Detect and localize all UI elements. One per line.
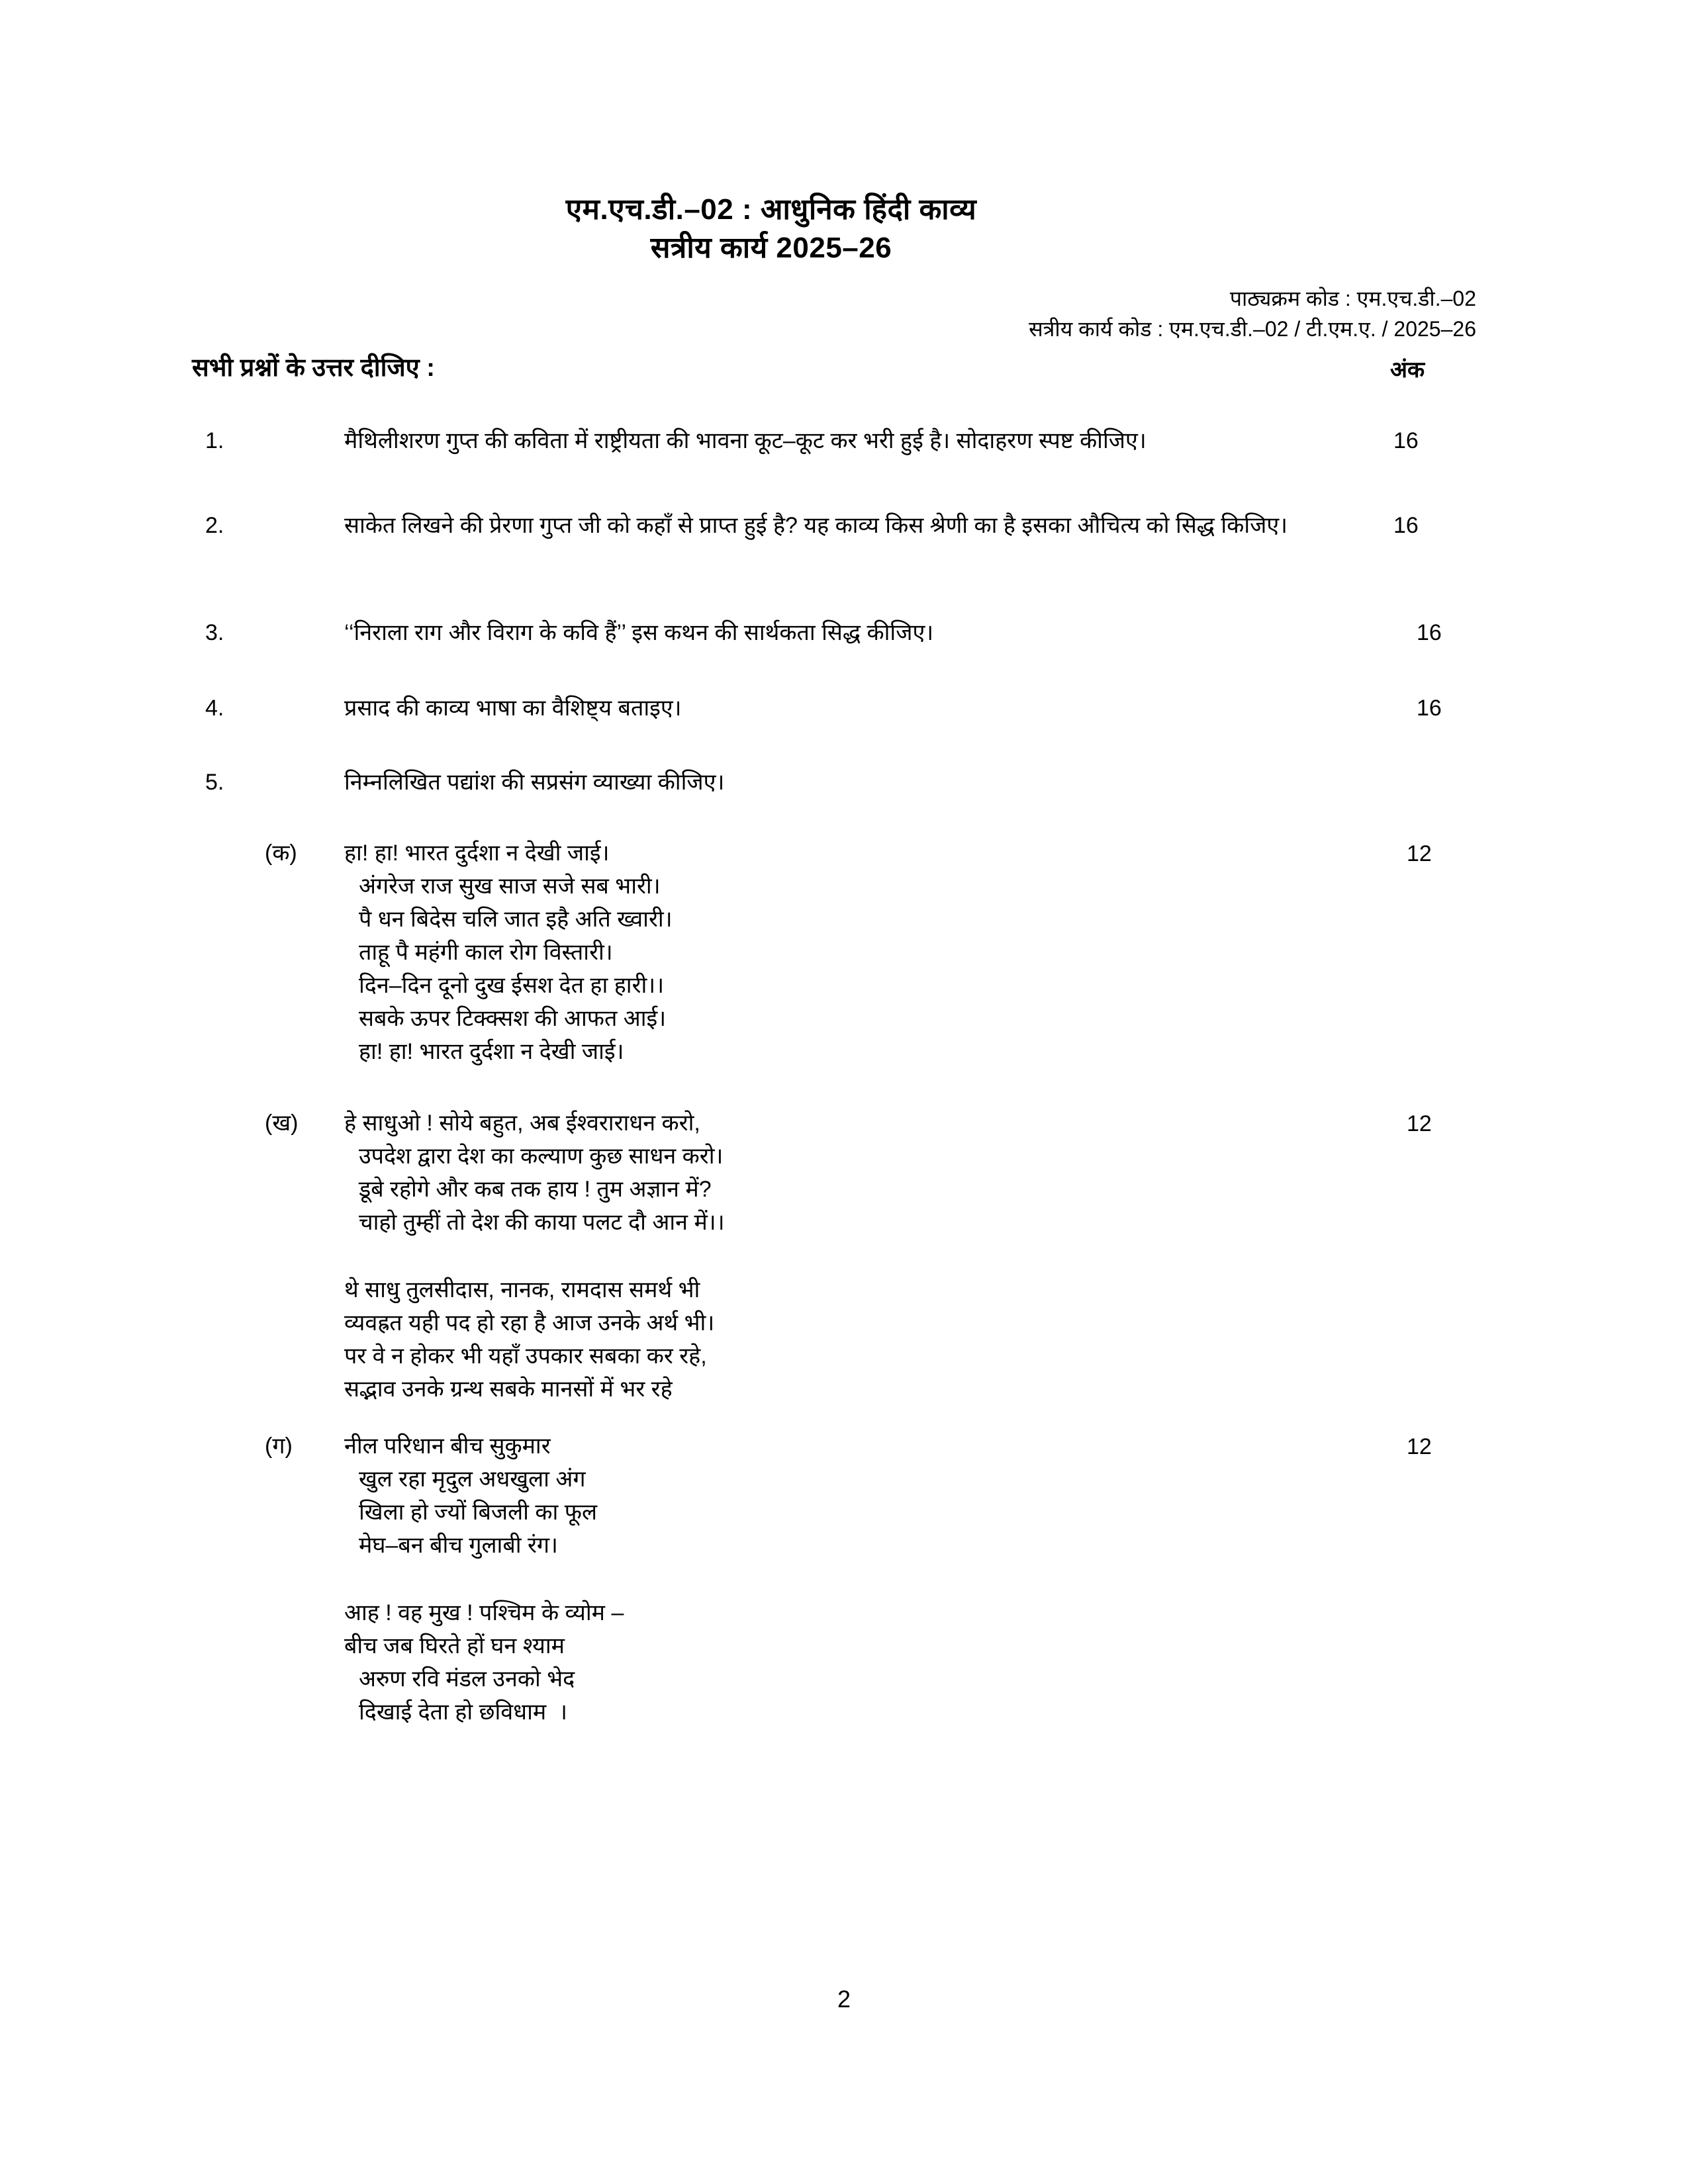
verse-line: पै धन बिदेस चलि जात इहै अति ख्वारी। xyxy=(359,907,673,932)
page-title-line-2: सत्रीय कार्य 2025–26 xyxy=(650,232,892,264)
verse-line: पर वे न होकर भी यहाँ उपकार सबका कर रहे, xyxy=(344,1343,707,1369)
verse-line: अंगरेज राज सुख साज सजे सब भारी। xyxy=(359,874,661,899)
code-block xyxy=(1029,283,1476,344)
verse-line: सबके ऊपर टिक्क्सश की आफत आई। xyxy=(359,1006,667,1031)
question-number: 5. xyxy=(205,770,224,795)
question-row xyxy=(0,615,1688,691)
verse-line: खुल रहा मृदुल अधखुला अंग xyxy=(359,1467,586,1492)
sub-question-marks: 12 xyxy=(1407,1434,1432,1459)
question-marks: 16 xyxy=(1393,428,1419,453)
question-marks: 16 xyxy=(1417,696,1442,721)
verse-line: चाहो तुम्हीं तो देश की काया पलट दौ आन में।। xyxy=(359,1210,725,1235)
question-row xyxy=(0,765,1688,837)
verse-line: बीच जब घिरते हों घन श्याम xyxy=(344,1633,565,1659)
verse-line: थे साधु तुलसीदास, नानक, रामदास समर्थ भी xyxy=(344,1277,700,1302)
sub-question-marks: 12 xyxy=(1407,1111,1432,1136)
marks-column-header: अंक xyxy=(1390,357,1425,383)
verse-line: डूबे रहोगे और कब तक हाय ! तुम अज्ञान में? xyxy=(359,1177,712,1202)
question-text: प्रसाद की काव्य भाषा का वैशिष्ट्य बताइए। xyxy=(344,696,682,721)
question-number: 3. xyxy=(205,620,224,645)
sub-question-verse xyxy=(344,1107,1271,1406)
page-title-line-1: एम.एच.डी.–02 : आधुनिक हिंदी काव्य xyxy=(565,193,977,226)
question-marks: 16 xyxy=(1393,513,1419,538)
stanza-gap xyxy=(344,1239,1271,1273)
verse-line: ताहू पै महंगी काल रोग विस्तारी। xyxy=(359,940,613,965)
verse-line: हा! हा! भारत दुर्दशा न देखी जाई। xyxy=(359,1039,624,1064)
course-code: पाठ्यक्रम कोड : एम.एच.डी.–02 xyxy=(1229,287,1476,310)
sub-question-row xyxy=(0,837,1688,1107)
verse-line: हा! हा! भारत दुर्दशा न देखी जाई। xyxy=(344,841,610,866)
page-title xyxy=(0,191,1542,267)
sub-question-marks: 12 xyxy=(1407,841,1432,866)
verse-line: नील परिधान बीच सुकुमार xyxy=(344,1433,551,1459)
sub-question-label: (क) xyxy=(265,841,297,866)
stanza-gap xyxy=(344,1562,1271,1596)
verse-line: व्यवह्रत यही पद हो रहा है आज उनके अर्थ भी। xyxy=(344,1310,715,1336)
verse-line: हे साधुओ ! सोये बहुत, अब ईश्वराराधन करो, xyxy=(344,1111,700,1136)
sub-question-verse xyxy=(344,837,1271,1068)
question-row xyxy=(0,508,1688,615)
verse-line: दिखाई देता हो छविधाम । xyxy=(359,1700,567,1725)
verse-line: सद्भाव उनके ग्रन्थ सबके मानसों में भर रहे xyxy=(344,1377,673,1402)
sub-question-label: (ख) xyxy=(265,1111,299,1136)
sub-question-label: (ग) xyxy=(265,1433,293,1459)
question-text: मैथिलीशरण गुप्त की कविता में राष्ट्रीयता की भावना कूट–कूट कर भरी हुई है। सोदाहरण स्पष्ट कीजिए। xyxy=(344,428,1147,453)
question-number: 2. xyxy=(205,513,224,538)
sub-question-verse xyxy=(344,1430,1271,1729)
assignment-code: सत्रीय कार्य कोड : एम.एच.डी.–02 / टी.एम.ए. / 2025–26 xyxy=(1029,317,1476,341)
sub-question-row xyxy=(0,1430,1688,1747)
instruction-text: सभी प्रश्नों के उत्तर दीजिए : xyxy=(192,354,435,382)
question-marks: 16 xyxy=(1417,620,1442,645)
question-number: 1. xyxy=(205,428,224,453)
verse-line: दिन–दिन दूनो दुख ईसश देत हा हारी।। xyxy=(359,973,665,998)
question-text: निम्नलिखित पद्यांश की सप्रसंग व्याख्या कीजिए। xyxy=(344,770,725,795)
page-number: 2 xyxy=(837,1985,851,2013)
verse-line: मेघ–बन बीच गुलाबी रंग। xyxy=(359,1533,558,1558)
question-number: 4. xyxy=(205,696,224,721)
sub-question-row xyxy=(0,1107,1688,1430)
question-list xyxy=(0,424,1688,1747)
verse-line: उपदेश द्वारा देश का कल्याण कुछ साधन करो। xyxy=(359,1144,724,1169)
verse-line: अरुण रवि मंडल उनको भेद xyxy=(359,1666,575,1692)
question-row xyxy=(0,691,1688,765)
verse-line: आह ! वह मुख ! पश्चिम के व्योम – xyxy=(344,1600,624,1625)
question-row xyxy=(0,424,1688,508)
question-text: ‘‘निराला राग और विराग के कवि हैं’’ इस कथन की सार्थकता सिद्ध कीजिए। xyxy=(344,620,934,645)
verse-line: खिला हो ज्यों बिजली का फूल xyxy=(359,1500,598,1525)
question-text: साकेत लिखने की प्रेरणा गुप्त जी को कहाँ से प्राप्त हुई है? यह काव्य किस श्रेणी का है इसका औचित्य को सिद्ध किजिए। xyxy=(344,513,1288,538)
